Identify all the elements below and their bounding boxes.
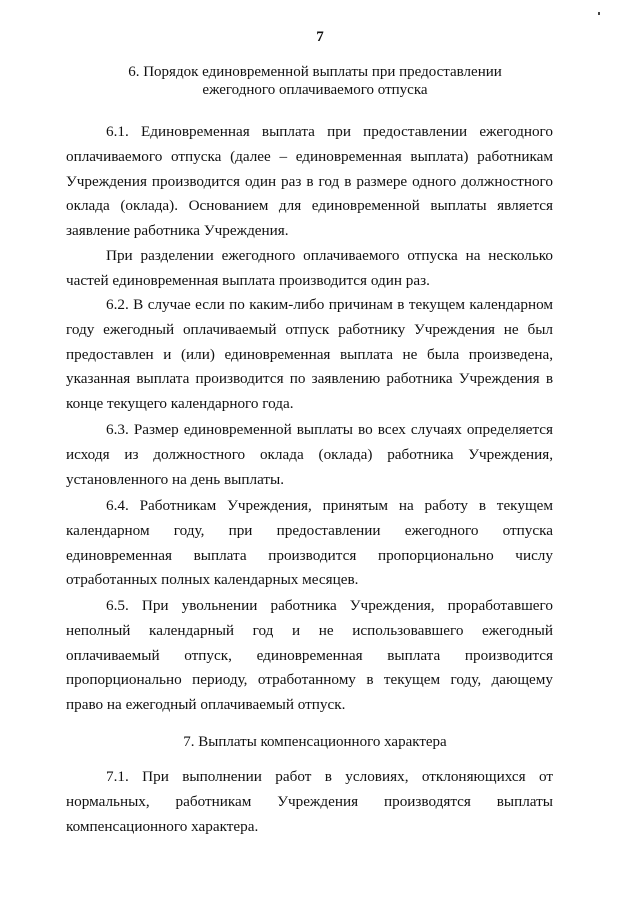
section-6-heading-line-2: ежегодного оплачиваемого отпуска: [202, 82, 428, 98]
paragraph-6-2: 6.2. В случае если по каким-либо причинам в текущем календарном году ежегодный оплачиваемый отпуск работнику Учреждения не был предоставлен и (или) единовременная выплата не была произведена, указанная выплата производится по заявлению работника Учреждения в конце текущего календарного года.: [66, 296, 553, 413]
section-6-heading: [60, 63, 570, 99]
paragraph-6-1-continued: При разделении ежегодного оплачиваемого отпуска на несколько частей единовременная выплата производится один раз.: [66, 247, 553, 289]
paragraph-6-3: 6.3. Размер единовременной выплаты во всех случаях определяется исходя из должностного оклада (оклада) работника Учреждения, установленного на день выплаты.: [66, 421, 553, 488]
scan-speck: [598, 12, 600, 15]
paragraph-6-5: 6.5. При увольнении работника Учреждения, проработавшего неполный календарный год и не использовавшего ежегодный оплачиваемый отпуск, единовременная выплата производится пропорционально периоду, отработанному в текущем году, дающему право на ежегодный оплачиваемый отпуск.: [66, 597, 553, 714]
section-6-heading-line-1: 6. Порядок единовременной выплаты при предоставлении: [128, 64, 502, 80]
section-7-heading: 7. Выплаты компенсационного характера: [183, 734, 447, 750]
paragraph-7-1: 7.1. При выполнении работ в условиях, отклоняющихся от нормальных, работникам Учреждения производятся выплаты компенсационного характера.: [66, 768, 553, 835]
page-number: 7: [316, 29, 324, 45]
paragraph-6-4: 6.4. Работникам Учреждения, принятым на работу в текущем календарном году, при предоставлении ежегодного отпуска единовременная выплата производится пропорционально числу отработанных полных календарных месяцев.: [66, 497, 553, 589]
paragraph-6-1: 6.1. Единовременная выплата при предоставлении ежегодного оплачиваемого отпуска (далее – единовременная выплата) работникам Учреждения производится один раз в год в размере одного должностного оклада (оклада). Основанием для единовременной выплаты является заявление работника Учреждения.: [66, 123, 553, 240]
